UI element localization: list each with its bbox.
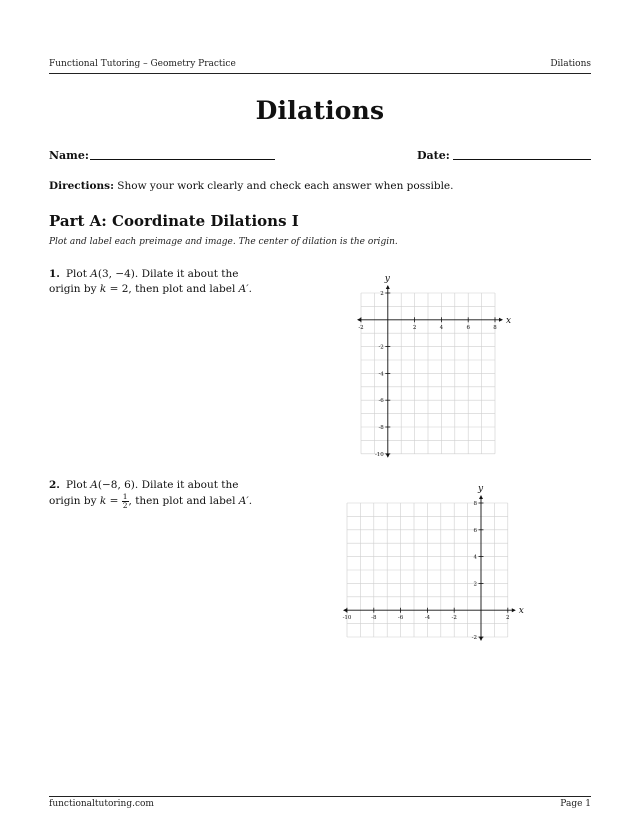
y-tick-label: 2 (473, 581, 477, 588)
x-tick-label: -2 (451, 615, 457, 622)
y-tick-label: -2 (378, 344, 384, 351)
problem-text: . (248, 283, 252, 295)
x-axis-arrow (343, 608, 347, 612)
point-name: A (90, 479, 98, 491)
header-left-text: Functional Tutoring – Geometry Practice (49, 59, 236, 69)
problem-number: 2. (49, 479, 60, 491)
scale-factor-fraction (122, 493, 129, 510)
y-axis-label: y (478, 484, 484, 494)
scale-factor-value: = (106, 495, 122, 507)
problem-1 (49, 267, 259, 297)
y-tick-label: -8 (378, 425, 384, 431)
image-label: A′ (238, 283, 249, 295)
y-tick-label: -10 (374, 451, 384, 458)
directions-label: Directions: (49, 180, 114, 192)
part-subtitle: Plot and label each preimage and image. The center of dilation is the origin. (49, 237, 398, 247)
scale-factor-var: k (99, 283, 107, 295)
fraction-numerator: 1 (122, 492, 128, 501)
problem-text: . (248, 495, 253, 507)
y-tick-label: 2 (380, 291, 384, 297)
name-label: Name: (49, 149, 89, 162)
x-tick-label: 6 (466, 324, 470, 331)
y-axis-arrow (479, 495, 483, 499)
y-tick-label: 4 (473, 554, 477, 561)
y-axis-label: y (384, 274, 390, 284)
x-axis-arrow (512, 608, 516, 612)
header-right-text: Dilations (550, 59, 591, 69)
x-tick-label: -6 (397, 615, 404, 622)
scale-factor-value: = 2 (106, 283, 129, 295)
x-tick-label: -10 (342, 615, 352, 622)
problem-text: . Dilate it about the origin by (49, 268, 239, 295)
y-tick-label: -6 (378, 398, 384, 405)
problem-2 (49, 478, 259, 510)
x-tick-label: -8 (371, 615, 377, 622)
x-tick-label: 4 (439, 324, 444, 331)
footer-right-text: Page 1 (560, 799, 591, 809)
part-title: Part A: Coordinate Dilations I (49, 212, 299, 230)
coordinate-grid-2[interactable] (340, 480, 530, 645)
x-axis-label: x (518, 606, 524, 617)
x-tick-label: 2 (506, 615, 510, 622)
y-tick-label: 6 (473, 527, 477, 534)
y-tick-label: -2 (471, 635, 477, 641)
directions-text: Show your work clearly and check each answer when possible. (113, 180, 454, 192)
y-tick-label: 8 (473, 501, 477, 507)
footer-rule (49, 796, 591, 797)
x-axis-arrow (499, 318, 503, 322)
point-coords: (−8, 6) (97, 479, 135, 491)
image-label: A′ (238, 495, 249, 507)
problem-text: , then plot and label (128, 283, 239, 295)
problem-text: , then plot and label (128, 495, 239, 507)
y-axis-arrow (386, 454, 390, 458)
y-axis-arrow (479, 637, 483, 641)
problem-text: Plot (65, 479, 91, 491)
x-tick-label: -4 (424, 615, 431, 622)
problem-number: 1. (49, 268, 60, 280)
scale-factor-var: k (99, 495, 107, 507)
fraction-denominator: 2 (122, 501, 128, 510)
x-tick-label: 8 (493, 324, 497, 331)
point-coords: (3, −4) (97, 268, 135, 280)
y-tick-label: -4 (378, 371, 384, 378)
problem-text: . Dilate it about the origin by (49, 479, 239, 507)
x-tick-label: -2 (358, 324, 364, 331)
name-field[interactable] (90, 159, 275, 160)
date-field[interactable] (453, 159, 591, 160)
point-name: A (90, 268, 98, 280)
header-rule (49, 73, 591, 74)
x-axis-arrow (357, 318, 361, 322)
footer-left-text: functionaltutoring.com (49, 799, 154, 809)
date-label: Date: (417, 149, 450, 162)
directions (49, 180, 454, 192)
page-title: Dilations (255, 96, 385, 125)
coordinate-grid-1[interactable] (353, 270, 518, 460)
y-axis-arrow (386, 285, 390, 289)
x-axis-label: x (506, 315, 512, 326)
x-tick-label: 2 (412, 324, 417, 331)
problem-text: Plot (65, 268, 91, 280)
